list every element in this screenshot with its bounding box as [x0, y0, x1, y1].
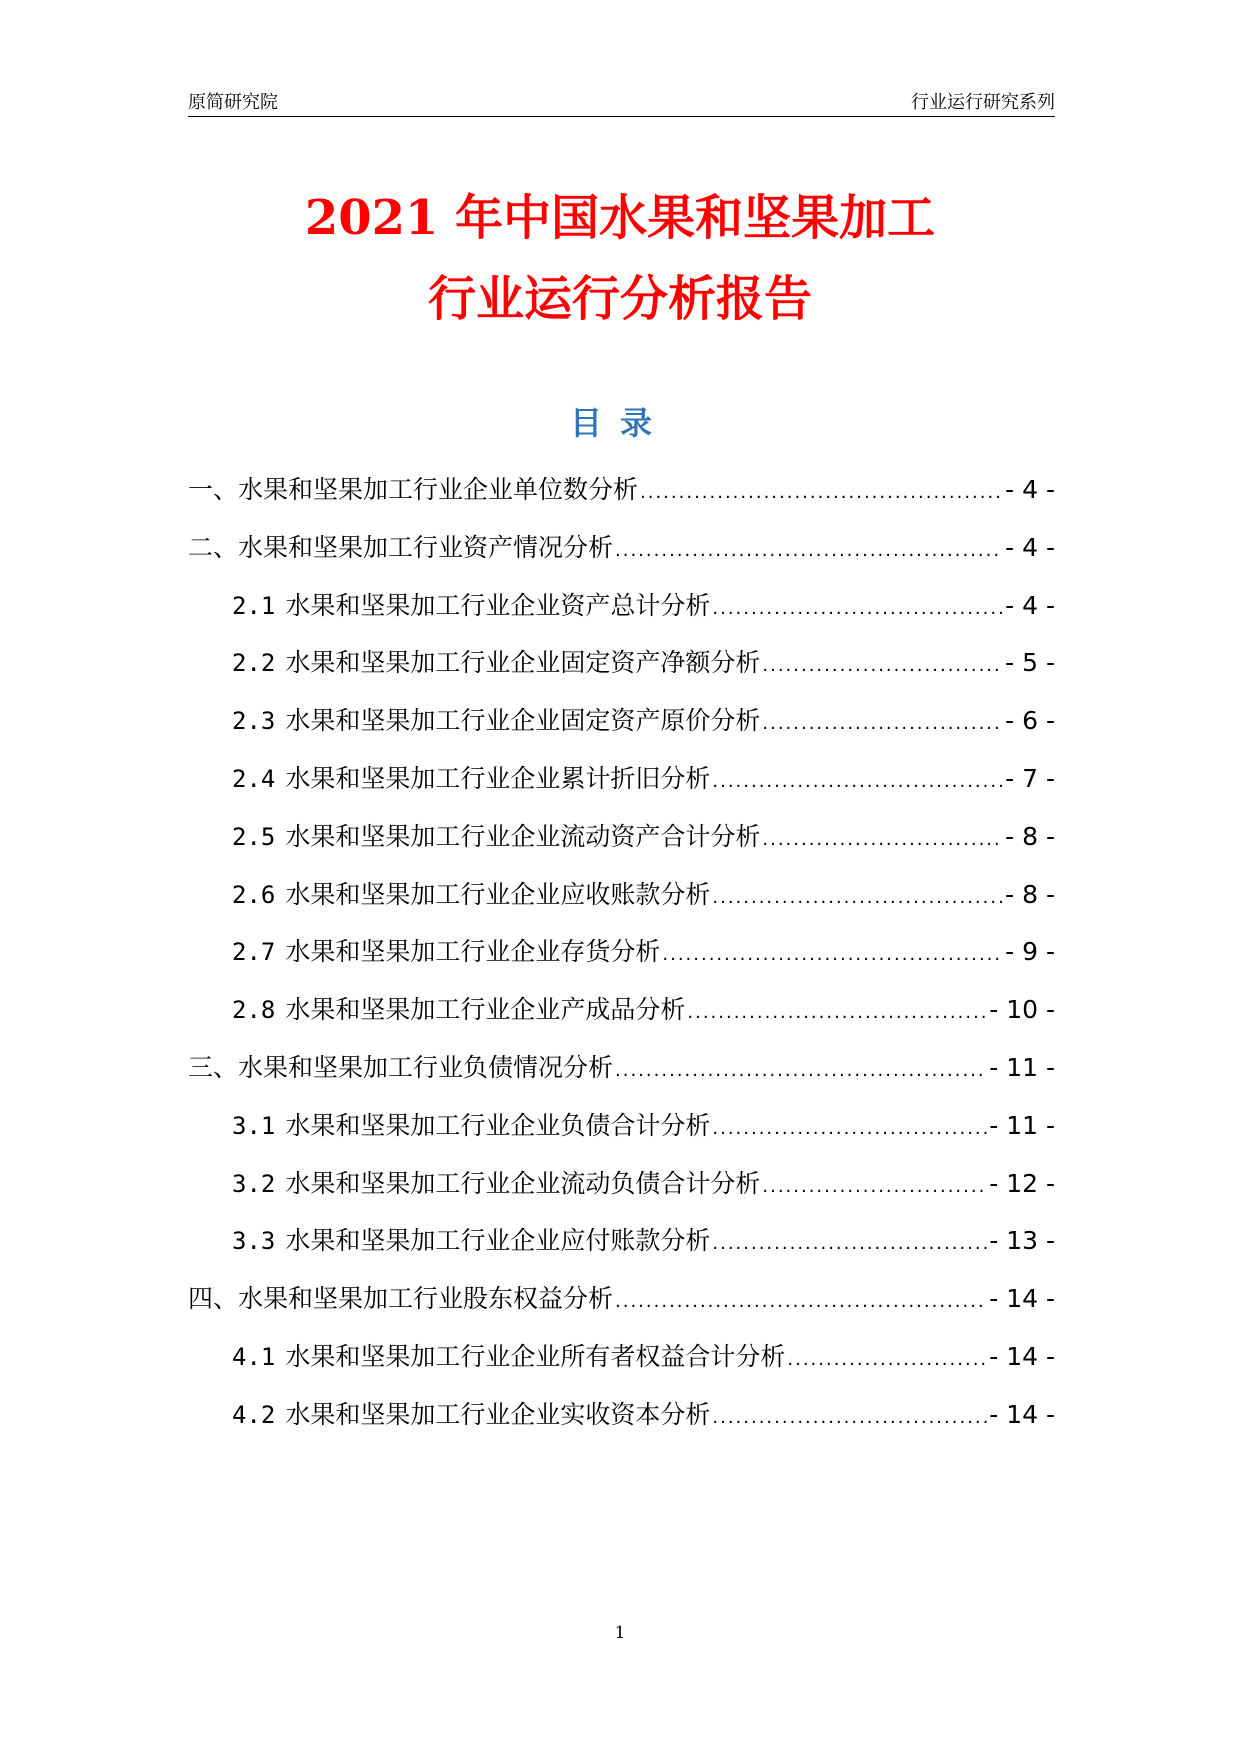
- toc-entry-number: 4.2: [232, 1400, 276, 1429]
- toc-entry-number: 3.2: [232, 1169, 276, 1198]
- toc-entry-number: 2.3: [232, 707, 276, 736]
- toc-entry-page: - 14 -: [989, 1284, 1055, 1314]
- toc-entry-page: - 8 -: [1005, 879, 1055, 909]
- toc-dot-leader: [762, 657, 1003, 675]
- toc-entry-number: 3.1: [232, 1111, 276, 1140]
- toc-entry-page: - 9 -: [1005, 937, 1055, 967]
- toc-entry-number: 2.1: [232, 591, 276, 620]
- page-header: [188, 86, 1055, 117]
- toc-entry-label: 水果和坚果加工行业企业流动资产合计分析: [285, 821, 761, 851]
- toc-entry-label: 一、水果和坚果加工行业企业单位数分析: [188, 475, 639, 504]
- toc-entry-label: 水果和坚果加工行业企业应收账款分析: [285, 879, 711, 909]
- toc-entry[interactable]: [232, 924, 1055, 967]
- toc-entry-page: - 11 -: [989, 1053, 1055, 1082]
- toc-dot-leader: [640, 484, 1003, 502]
- toc-dot-leader: [712, 600, 1003, 618]
- toc-entry[interactable]: [232, 578, 1055, 618]
- toc-entry[interactable]: [188, 520, 1055, 560]
- toc-entry-number: 2.7: [232, 938, 276, 967]
- toc-entry-page: - 8 -: [1005, 821, 1055, 851]
- toc-entry[interactable]: [232, 751, 1055, 791]
- toc-entry[interactable]: [232, 635, 1055, 678]
- toc-dot-leader: [615, 542, 1003, 560]
- toc-entry[interactable]: [188, 1271, 1055, 1314]
- toc-dot-leader: [712, 773, 1003, 791]
- toc-entry[interactable]: [188, 462, 1055, 502]
- toc-entry-page: - 6 -: [1005, 706, 1055, 736]
- toc-entry-label: 水果和坚果加工行业企业固定资产原价分析: [285, 706, 761, 736]
- toc-dot-leader: [712, 1409, 987, 1427]
- toc-entry-page: - 4 -: [1005, 532, 1055, 562]
- toc-entry-label: 水果和坚果加工行业企业存货分析: [285, 937, 661, 967]
- toc-entry-number: 4.1: [232, 1343, 276, 1371]
- toc-dot-leader: [762, 1178, 987, 1196]
- header-org-name: 原简研究院: [188, 92, 278, 113]
- toc-entry-label: 水果和坚果加工行业企业实收资本分析: [285, 1399, 711, 1429]
- toc-entry-page: - 14 -: [989, 1399, 1055, 1429]
- toc-entry[interactable]: [232, 1329, 1055, 1369]
- toc-dot-leader: [712, 1120, 987, 1138]
- toc-entry-number: 2.6: [232, 880, 276, 909]
- toc-entry-number: 3.3: [232, 1227, 276, 1256]
- toc-entry-label: 二、水果和坚果加工行业资产情况分析: [188, 532, 614, 562]
- toc-entry-page: - 12 -: [989, 1168, 1055, 1198]
- toc-entry-label: 水果和坚果加工行业企业负债合计分析: [285, 1110, 711, 1140]
- toc-entry[interactable]: [232, 1387, 1055, 1427]
- toc-entry-label: 水果和坚果加工行业企业应付账款分析: [285, 1226, 711, 1256]
- header-series-name: 行业运行研究系列: [911, 92, 1055, 113]
- toc-entry[interactable]: [232, 809, 1055, 849]
- toc-entry-page: - 7 -: [1005, 764, 1055, 793]
- page-number: 1: [614, 1623, 626, 1643]
- toc-dot-leader: [762, 831, 1003, 849]
- toc-entry-number: 2.8: [232, 996, 276, 1025]
- toc-dot-leader: [712, 1235, 987, 1253]
- report-title-line-1: 2021 年中国水果和坚果加工: [304, 190, 936, 246]
- toc-dot-leader: [762, 715, 1003, 733]
- toc-entry-number: 2.5: [232, 822, 276, 851]
- toc-entry-page: - 4 -: [1005, 475, 1055, 504]
- toc-entry[interactable]: [232, 1156, 1055, 1196]
- toc-entry-number: 2.4: [232, 765, 276, 793]
- toc-dot-leader: [712, 889, 1003, 907]
- toc-heading: 目录: [569, 404, 670, 442]
- toc-dot-leader: [662, 946, 1003, 964]
- toc-entry-page: - 10 -: [989, 995, 1055, 1025]
- toc-dot-leader: [787, 1351, 987, 1369]
- toc-entry[interactable]: [232, 867, 1055, 907]
- toc-entry-page: - 5 -: [1005, 648, 1055, 678]
- toc-entry-label: 水果和坚果加工行业企业累计折旧分析: [285, 764, 711, 793]
- toc-entry[interactable]: [188, 1040, 1055, 1080]
- toc-entry-page: - 11 -: [989, 1110, 1055, 1140]
- toc-entry-page: - 4 -: [1005, 590, 1055, 620]
- toc-entry[interactable]: [232, 1098, 1055, 1138]
- toc-dot-leader: [687, 1004, 987, 1022]
- report-title-line-2: 行业运行分析报告: [427, 271, 812, 327]
- toc-entry-page: - 13 -: [989, 1226, 1055, 1256]
- toc-entry-label: 水果和坚果加工行业企业资产总计分析: [285, 590, 711, 620]
- toc-entry-label: 水果和坚果加工行业企业流动负债合计分析: [285, 1168, 761, 1198]
- toc-entry-page: - 14 -: [989, 1342, 1055, 1371]
- toc-dot-leader: [615, 1293, 987, 1311]
- toc-entry-label: 水果和坚果加工行业企业所有者权益合计分析: [285, 1342, 786, 1371]
- toc-entry[interactable]: [232, 982, 1055, 1025]
- toc-entry-label: 三、水果和坚果加工行业负债情况分析: [188, 1053, 614, 1082]
- toc-entry[interactable]: [232, 693, 1055, 736]
- toc-entry[interactable]: [232, 1213, 1055, 1256]
- toc-entry-label: 四、水果和坚果加工行业股东权益分析: [188, 1284, 614, 1314]
- toc-entry-label: 水果和坚果加工行业企业产成品分析: [285, 995, 686, 1025]
- toc-entry-number: 2.2: [232, 649, 276, 678]
- toc-dot-leader: [615, 1062, 987, 1080]
- toc-entry-label: 水果和坚果加工行业企业固定资产净额分析: [285, 648, 761, 678]
